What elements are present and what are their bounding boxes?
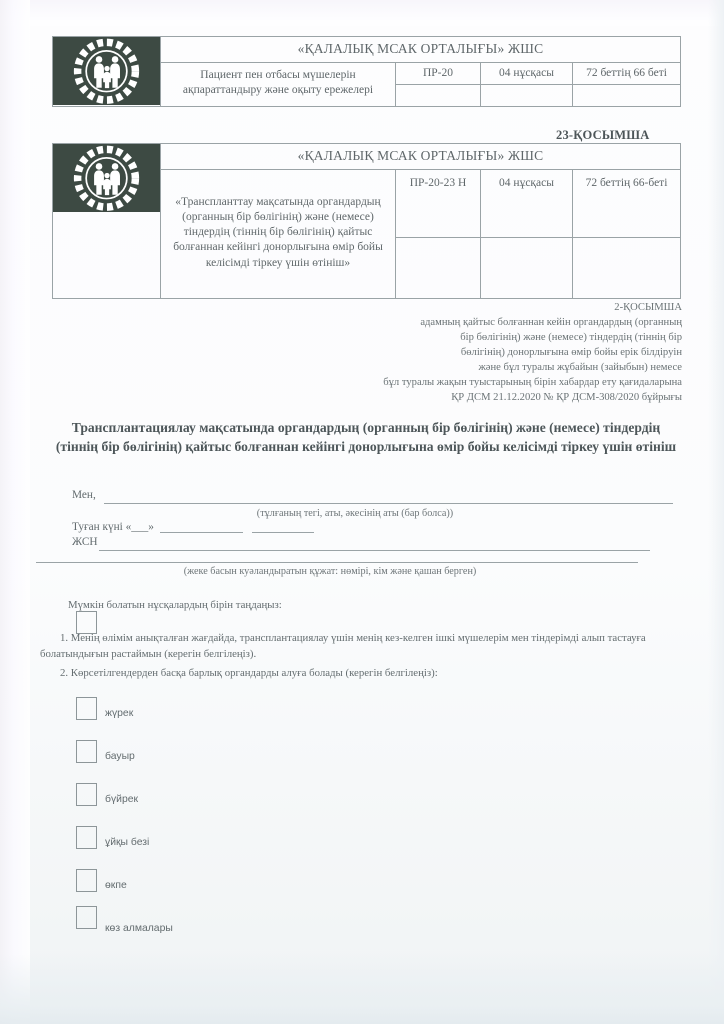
organization-name-2: «ҚАЛАЛЫҚ МСАК ОРТАЛЫҒЫ» ЖШС [161,144,681,170]
preamble-line-3: бөлігінің) донорлығына өмір бойы ерік білдіруін [460,347,682,359]
page-number-2: 72 беттің 66-беті [573,169,681,238]
id-document-input-rule[interactable] [36,562,638,563]
document-title-1: Пациент пен отбасы мүшелерін ақпараттандыру және оқыту ережелері [161,62,396,106]
document-version-2: 04 нұсқасы [481,169,573,238]
appendix-label: 23-ҚОСЫМША [556,128,650,142]
organ-label-2: бүйрек [105,794,139,805]
preamble-line-6: ҚР ДСМ 21.12.2020 № ҚР ДСМ-308/2020 бұйрығы [451,392,682,404]
instruction-item-1-text: 1. Менің өлімім анықталған жағдайда, трансплантациялау үшін менің кез-келген ішкі мүшелерім мен тіндерімді алып тастауға болатындығын растаймын (керегін белгілеңіз). [40,632,646,660]
checkbox-organ-4[interactable] [76,869,97,892]
organization-name-1: «ҚАЛАЛЫҚ МСАК ОРТАЛЫҒЫ» ЖШС [161,37,681,63]
iin-input-rule[interactable] [99,550,650,551]
birth-month-rule[interactable] [160,532,243,533]
name-field-label: Мен, [72,489,96,501]
instruction-item-2 [40,666,680,682]
id-document-caption: (жеке басын куәландыратын құжат: нөмірі, кім және қашан берген) [183,566,477,577]
preamble-line-4: және бұл туралы жұбайын (зайыбын) немесе [478,362,682,374]
instruction-item-2-text: 2. Көрсетілгендерден басқа барлық органдарды алуға болады (керегін белгілеңіз): [60,667,438,679]
checkbox-organ-3[interactable] [76,826,97,849]
birthdate-field-label: Туған күні «___» [72,521,154,533]
preamble-appendix-label: 2-ҚОСЫМША [614,302,682,313]
checkbox-organ-0[interactable] [76,697,97,720]
name-field-caption: (тұлғаның тегі, аты, әкесінің аты (бар болса)) [256,508,454,519]
preamble-line-5: бұл туралы жақын туыстарының бірін хабардар ету қағидаларына [383,377,682,389]
preamble-line-2: бір бөлігінің) және (немесе) тіндердің (тіннің бір [460,332,682,344]
choose-one-instruction: Мүмкін болатын нұсқалардың бірін таңдаңыз: [68,599,282,611]
organ-label-5: көз алмалары [105,923,173,934]
document-code-1: ПР-20 [396,62,481,84]
organ-label-0: жүрек [105,708,134,719]
instruction-item-1 [40,631,680,662]
birth-year-rule[interactable] [252,532,314,533]
checkbox-organ-5[interactable] [76,906,97,929]
document-version-1: 04 нұсқасы [481,62,573,84]
document-title-2: «Транспланттау мақсатында органдардың (органның бір бөлігінің) және (немесе) тіндердің (тіннің бір бөлігінің) қайтыс болғаннан кейінгі донорлығына өмір бойы келісімді тіркеу үшін өтініш» [161,169,396,298]
preamble-line-1: адамның қайтыс болғаннан кейін органдардың (органның [420,317,682,329]
iin-field-label: ЖСН [72,536,98,548]
organ-label-4: өкпе [105,880,127,891]
checkbox-organ-1[interactable] [76,740,97,763]
checkbox-organ-2[interactable] [76,783,97,806]
document-code-2: ПР-20-23 Н [396,169,481,238]
page-title: Трансплантациялау мақсатында органдардың (органның бір бөлігінің) және (немесе) тіндердің (тіннің бір бөлігінің) қайтыс болғаннан кейінгі донорлығына өмір бойы келісімді тіркеу үшін өтініш [55,420,677,455]
name-input-rule[interactable] [104,503,673,504]
organ-label-3: ұйқы безі [105,837,150,848]
page-number-1: 72 беттің 66 беті [573,62,681,84]
organ-label-1: бауыр [105,751,135,762]
